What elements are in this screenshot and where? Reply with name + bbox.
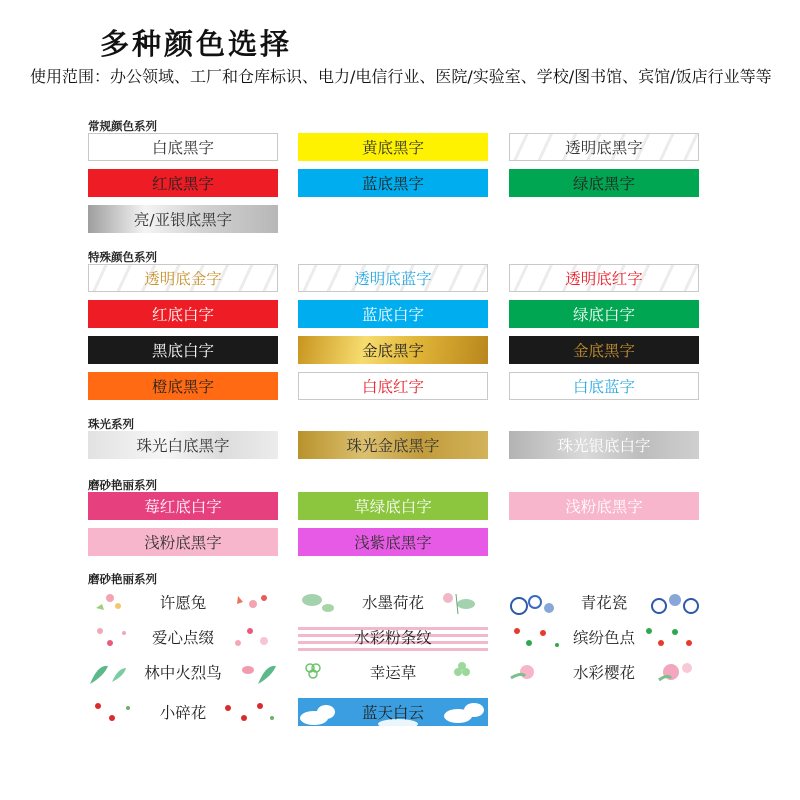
swatch-label: 红底白字 [151, 306, 214, 324]
swatch-label: 透明底蓝字 [354, 270, 432, 288]
swatch-gold-black[interactable] [298, 336, 488, 364]
swatch-pearl-white[interactable] [88, 431, 278, 459]
swatch-label: 水彩樱花 [572, 664, 635, 682]
swatch-label: 浅粉底黑字 [144, 534, 222, 552]
swatch-label: 绿底白字 [572, 306, 635, 324]
swatch-clear-gold[interactable] [88, 264, 278, 292]
swatch-red-black[interactable] [88, 169, 278, 197]
swatch-label: 蓝天白云 [361, 704, 424, 722]
swatch-orange-black[interactable] [88, 372, 278, 400]
swatch-label: 珠光银底白字 [557, 437, 651, 455]
swatch-purple-black[interactable] [298, 528, 488, 556]
swatch-label: 透明底红字 [565, 270, 643, 288]
page-title: 多种颜色选择 [100, 27, 293, 61]
swatch-label: 橙底黑字 [151, 378, 214, 396]
swatch-pink-black-a[interactable] [509, 492, 699, 520]
swatch-clear-red[interactable] [509, 264, 699, 292]
swatch-label: 小碎花 [159, 704, 207, 722]
swatch-label: 绿底黑字 [572, 175, 635, 193]
swatch-blue-white[interactable] [298, 300, 488, 328]
swatch-blue-sky[interactable] [298, 698, 488, 726]
swatch-label: 爱心点缀 [151, 629, 214, 647]
swatch-yellow-black[interactable] [298, 133, 488, 161]
swatch-white-red[interactable] [298, 372, 488, 400]
swatch-pearl-gold[interactable] [298, 431, 488, 459]
swatch-silver-black[interactable] [88, 205, 278, 233]
swatch-black-gold[interactable] [509, 336, 699, 364]
swatch-label: 黄底黑字 [361, 139, 424, 157]
swatch-label: 白底黑字 [151, 139, 214, 157]
swatch-label: 草绿底白字 [354, 498, 432, 516]
swatch-wish-rabbit[interactable] [88, 588, 278, 616]
swatch-label: 白底红字 [361, 378, 424, 396]
swatch-blue-porcelain[interactable] [509, 588, 699, 616]
swatch-clover[interactable] [298, 658, 488, 686]
swatch-label: 蓝底白字 [361, 306, 424, 324]
swatch-label: 金底黑字 [572, 342, 635, 360]
swatch-green-white[interactable] [509, 300, 699, 328]
section-label-pearl: 珠光系列 [88, 417, 134, 431]
swatch-pink-stripes[interactable] [298, 623, 488, 651]
swatch-label: 蓝底黑字 [361, 175, 424, 193]
usage-description: 使用范围：办公领域、工厂和仓库标识、电力/电信行业、医院/实验室、学校/图书馆、宾馆/饭店行业等等 [30, 67, 772, 86]
swatch-label: 许愿兔 [159, 594, 207, 612]
swatch-label: 水彩粉条纹 [354, 629, 432, 647]
section-label-regular: 常规颜色系列 [88, 119, 157, 133]
swatch-white-black[interactable] [88, 133, 278, 161]
swatch-blue-black[interactable] [298, 169, 488, 197]
swatch-heart-dots[interactable] [88, 623, 278, 651]
swatch-label: 莓红底白字 [144, 498, 222, 516]
swatch-label: 黑底白字 [151, 342, 214, 360]
swatch-label: 浅紫底黑字 [354, 534, 432, 552]
swatch-label: 林中火烈鸟 [144, 664, 222, 682]
section-label-pattern: 磨砂艳丽系列 [88, 572, 157, 586]
swatch-label: 幸运草 [369, 664, 417, 682]
swatch-small-flowers[interactable] [88, 698, 278, 726]
swatch-label: 白底蓝字 [572, 378, 635, 396]
swatch-green-black[interactable] [509, 169, 699, 197]
swatch-grass-white[interactable] [298, 492, 488, 520]
swatch-label: 珠光金底黑字 [346, 437, 440, 455]
swatch-clear-black[interactable] [509, 133, 699, 161]
swatch-label: 青花瓷 [580, 594, 628, 612]
swatch-confetti-dots[interactable] [509, 623, 699, 651]
swatch-pink-black-b[interactable] [88, 528, 278, 556]
swatch-red-white[interactable] [88, 300, 278, 328]
swatch-pearl-silver[interactable] [509, 431, 699, 459]
swatch-sakura[interactable] [509, 658, 699, 686]
section-label-special: 特殊颜色系列 [88, 250, 157, 264]
swatch-black-white[interactable] [88, 336, 278, 364]
swatch-label: 缤纷色点 [572, 629, 635, 647]
swatch-label: 珠光白底黑字 [136, 437, 230, 455]
swatch-label: 水墨荷花 [361, 594, 424, 612]
swatch-white-blue[interactable] [509, 372, 699, 400]
swatch-ink-lotus[interactable] [298, 588, 488, 616]
swatch-clear-blue[interactable] [298, 264, 488, 292]
section-label-matte: 磨砂艳丽系列 [88, 478, 157, 492]
swatch-label: 透明底金字 [144, 270, 222, 288]
swatch-label: 透明底黑字 [565, 139, 643, 157]
swatch-label: 金底黑字 [361, 342, 424, 360]
swatch-label: 浅粉底黑字 [565, 498, 643, 516]
swatch-flamingo[interactable] [88, 658, 278, 686]
swatch-berry-white[interactable] [88, 492, 278, 520]
swatch-label: 红底黑字 [151, 175, 214, 193]
swatch-label: 亮/亚银底黑字 [133, 211, 233, 229]
